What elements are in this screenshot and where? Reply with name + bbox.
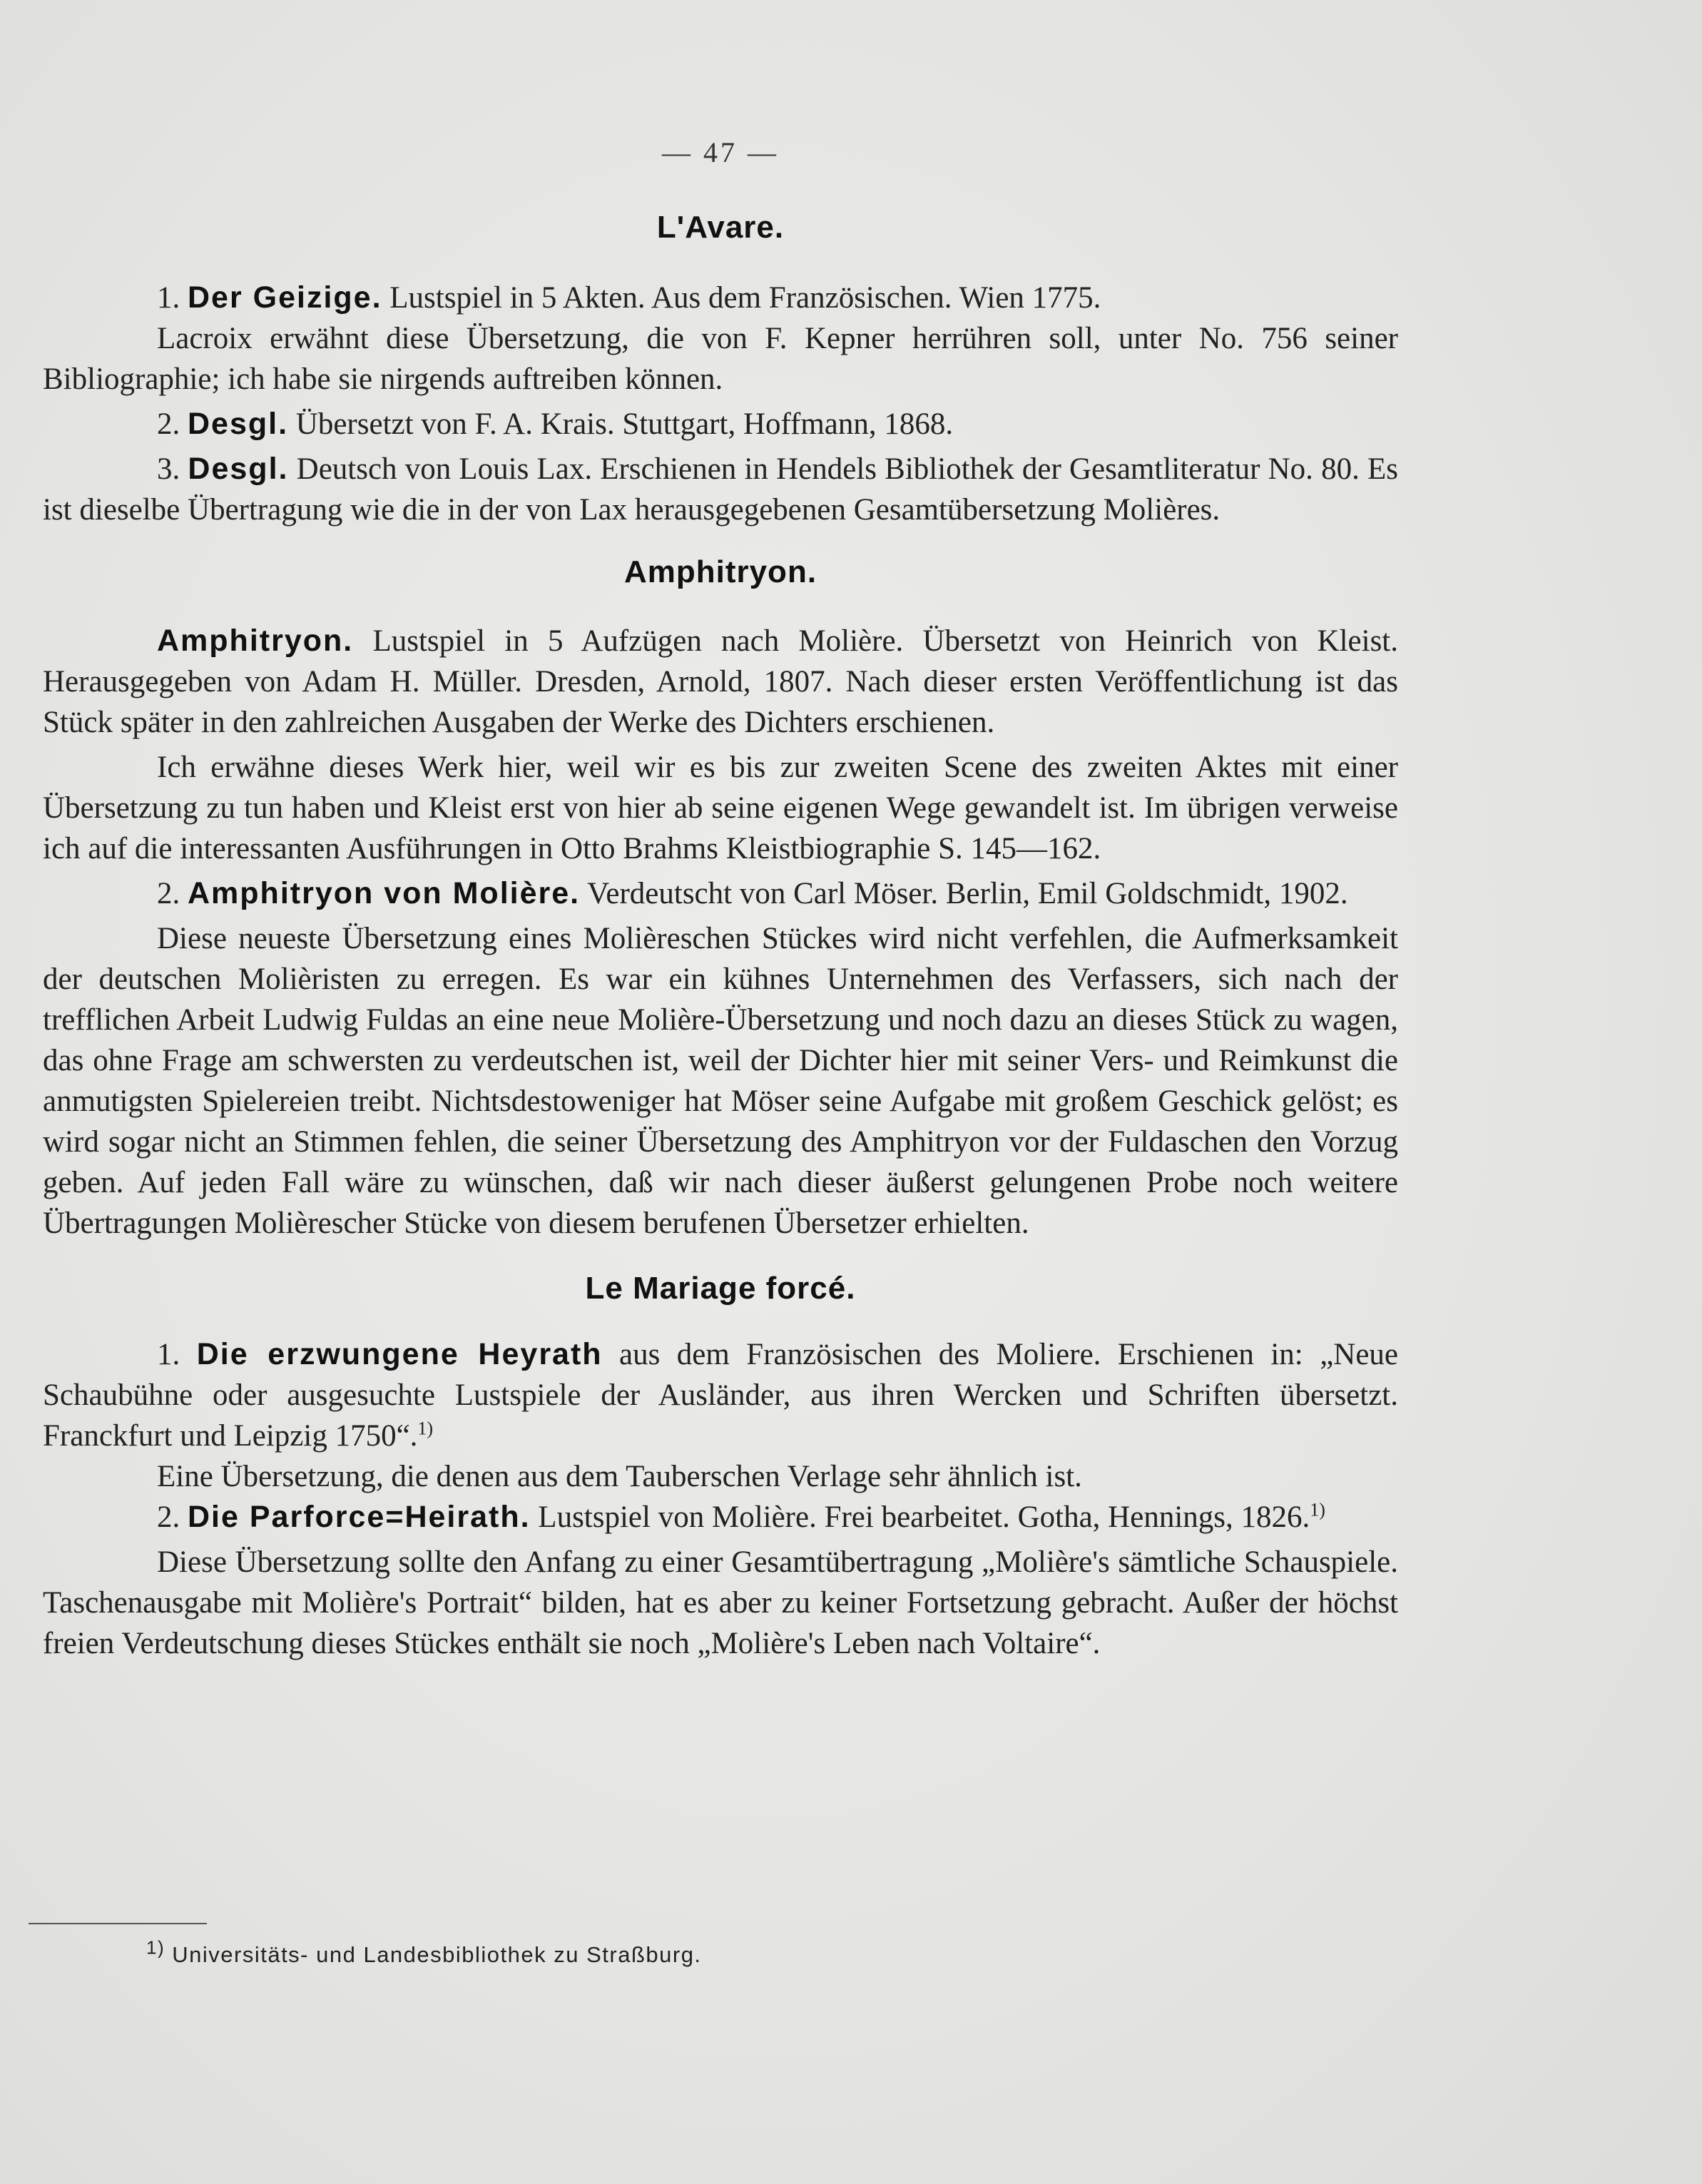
entry-avare-3 <box>43 449 1398 530</box>
entry-number: 2. <box>157 877 180 910</box>
entry-avare-1 <box>43 278 1398 318</box>
entry-number: 2. <box>157 407 180 441</box>
entry-number: 3. <box>157 452 180 486</box>
entry-text: Übersetzt von F. A. Krais. Stuttgart, Hoffmann, 1868. <box>295 407 954 441</box>
footnote <box>146 1936 702 1968</box>
entry-number: 2. <box>157 1500 180 1534</box>
entry-amphitryon-2 <box>43 873 1398 914</box>
entry-text: Verdeutscht von Carl Möser. Berlin, Emil Goldschmidt, 1902. <box>587 877 1348 910</box>
entry-mariage-2 <box>43 1497 1398 1538</box>
entry-number: 1. <box>157 1338 180 1371</box>
entry-text: Lustspiel in 5 Akten. Aus dem Französischen. Wien 1775. <box>389 281 1101 315</box>
entry-title: Amphitryon von Molière. <box>188 876 581 910</box>
entry-title: Die erzwungene Heyrath <box>196 1337 603 1371</box>
entry-title: Der Geizige. <box>188 280 382 315</box>
entry-text: Lustspiel von Molière. Frei bearbeitet. Gotha, Hennings, 1826. <box>538 1500 1310 1534</box>
footnote-ref: 1) <box>417 1418 434 1439</box>
entry-note: Diese Übersetzung sollte den Anfang zu einer Gesamtübertragung „Molière's sämtliche Schauspiele. Taschenausgabe mit Molière's Portrait“ bilden, hat es aber zu keiner Fortsetzung gebracht. Außer der höchst freien Verdeutschung dieses Stückes enthält sie noch „Molière's Leben nach Voltaire“. <box>43 1545 1398 1660</box>
entry-text: aus dem Französischen des Moliere. Erschienen in: „Neue Schaubühne oder ausgesuchte Lustspiele der Ausländer, aus ihren Wercken und Schriften übersetzt. Franckfurt und Leipzig 1750“. <box>43 1338 1399 1453</box>
entry-mariage-1 <box>43 1334 1398 1456</box>
page-number: — 47 — <box>662 136 779 168</box>
page-body <box>43 207 1398 1664</box>
footnote-rule <box>29 1923 207 1924</box>
section-heading-avare: L'Avare. <box>656 210 785 245</box>
entry-title: Desgl. <box>188 407 289 441</box>
entry-text: Deutsch von Louis Lax. Erschienen in Hendels Bibliothek der Gesamtliteratur No. 80. Es ist dieselbe Übertragung wie die in der von Lax herausgegebenen Gesamtübersetzung Molières. <box>43 452 1398 527</box>
footnote-marker: 1) <box>146 1936 165 1959</box>
section-heading-mariage: Le Mariage forcé. <box>585 1271 856 1306</box>
section-heading-amphitryon: Amphitryon. <box>623 554 817 589</box>
entry-note: Diese neueste Übersetzung eines Molièreschen Stückes wird nicht verfehlen, die Aufmerksamkeit der deutschen Molièristen zu erregen. Es war ein kühnes Unternehmen des Verfassers, sich nach der trefflichen Arbeit Ludwig Fuldas an eine neue Molière-Übersetzung und noch dazu an dieses Stück zu wagen, das ohne Frage am schwersten zu verdeutschen ist, weil der Dichter hier mit seiner Vers- und Reimkunst die anmutigsten Spielereien treibt. Nichtsdestoweniger hat Möser seine Aufgabe mit großem Geschick gelöst; es wird sogar nicht an Stimmen fehlen, die seiner Übersetzung des Amphitryon vor der Fuldaschen den Vorzug geben. Auf jeden Fall wäre zu wünschen, daß wir nach dieser äußerst gelungenen Probe noch weitere Übertragungen Molièrescher Stücke von diesem berufenen Übersetzer erhielten. <box>43 922 1398 1240</box>
footnote-text: Universitäts- und Landesbibliothek zu Straßburg. <box>172 1942 702 1967</box>
entry-avare-2 <box>43 404 1398 445</box>
entry-note: Ich erwähne dieses Werk hier, weil wir es bis zur zweiten Scene des zweiten Aktes mit einer Übersetzung zu tun haben und Kleist erst von hier ab seine eigenen Wege gewandelt ist. Im übrigen verweise ich auf die interessanten Ausführungen in Otto Brahms Kleistbiographie S. 145—162. <box>43 751 1398 865</box>
entry-text: Lustspiel in 5 Aufzügen nach Molière. Übersetzt von Heinrich von Kleist. Herausgegeben von Adam H. Müller. Dresden, Arnold, 1807. Nach dieser ersten Veröffentlichung ist das Stück später in den zahlreichen Ausgaben der Werke des Dichters erschienen. <box>43 624 1398 739</box>
entry-amphitryon-1 <box>43 621 1398 743</box>
entry-title: Desgl. <box>188 452 289 486</box>
entry-note: Eine Übersetzung, die denen aus dem Tauberschen Verlage sehr ähnlich ist. <box>157 1460 1082 1493</box>
entry-number: 1. <box>157 281 180 315</box>
footnote-ref: 1) <box>1310 1499 1325 1520</box>
entry-note: Lacroix erwähnt diese Übersetzung, die von F. Kepner herrühren soll, unter No. 756 seiner Bibliographie; ich habe sie nirgends auftreiben können. <box>43 322 1398 396</box>
entry-title: Amphitryon. <box>157 624 354 658</box>
entry-title: Die Parforce=Heirath. <box>188 1500 531 1534</box>
